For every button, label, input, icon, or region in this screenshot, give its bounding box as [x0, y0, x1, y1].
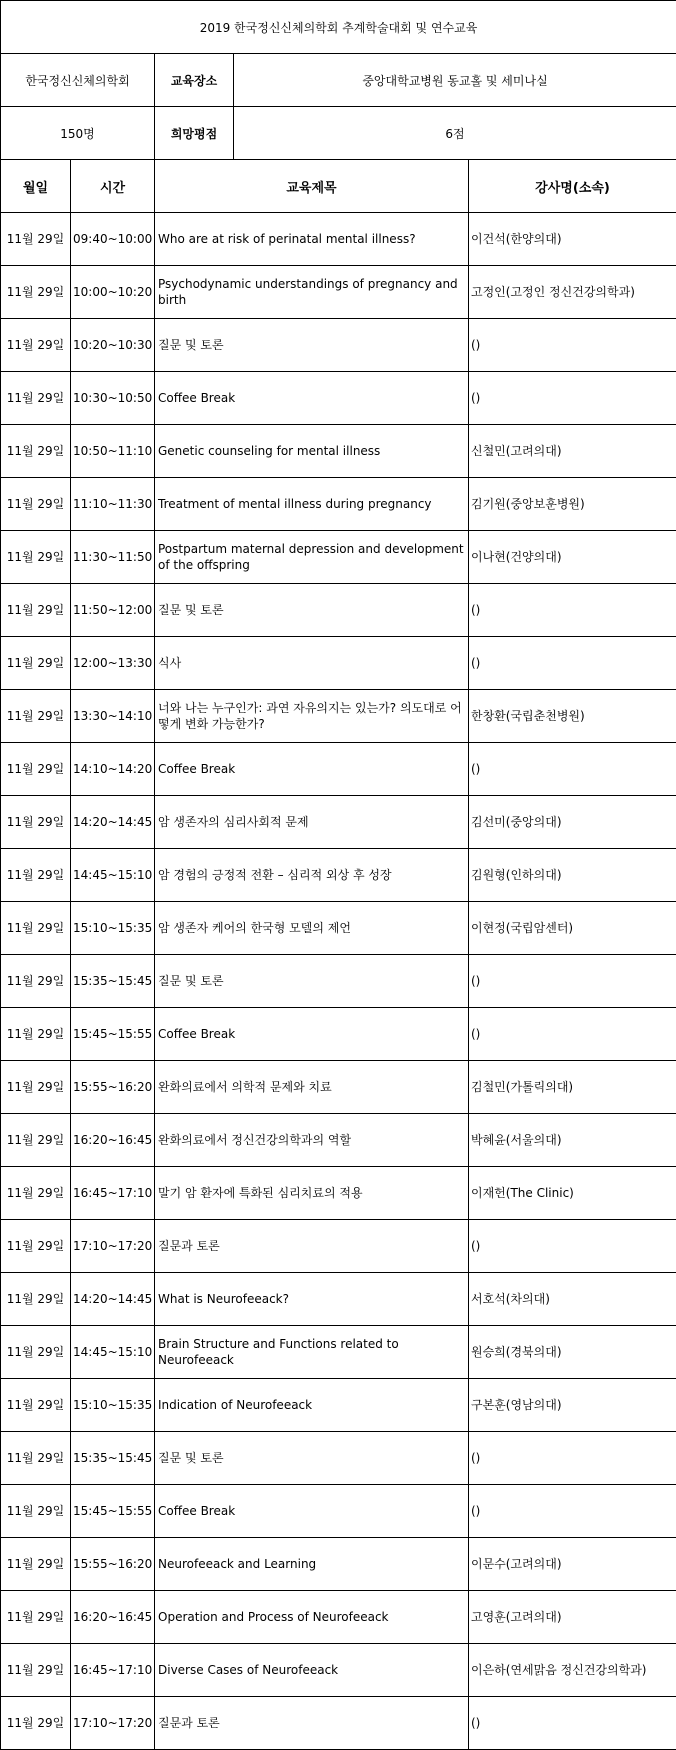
- row-date: 11월 29일: [1, 849, 71, 902]
- row-date: 11월 29일: [1, 1167, 71, 1220]
- table-row: [1, 1485, 676, 1538]
- row-date: 11월 29일: [1, 213, 71, 266]
- header-time: 시간: [71, 160, 155, 213]
- header-subject: 교육제목: [155, 160, 469, 213]
- row-date: 11월 29일: [1, 1379, 71, 1432]
- row-date: 11월 29일: [1, 955, 71, 1008]
- row-time: 15:10~15:35: [71, 902, 155, 955]
- row-date: 11월 29일: [1, 319, 71, 372]
- row-subject: 완화의료에서 정신건강의학과의 역할: [155, 1114, 469, 1167]
- row-subject: Brain Structure and Functions related to Neurofeeack: [155, 1326, 469, 1379]
- table-row: [1, 1379, 676, 1432]
- row-time: 13:30~14:10: [71, 690, 155, 743]
- row-time: 11:30~11:50: [71, 531, 155, 584]
- row-time: 14:20~14:45: [71, 796, 155, 849]
- row-date: 11월 29일: [1, 1432, 71, 1485]
- row-speaker: (): [469, 1432, 676, 1485]
- row-time: 15:55~16:20: [71, 1538, 155, 1591]
- credit-value: 6점: [445, 126, 465, 141]
- row-speaker: 이현정(국립암센터): [469, 902, 676, 955]
- row-date: 11월 29일: [1, 1008, 71, 1061]
- row-speaker: (): [469, 743, 676, 796]
- header-date: 월일: [1, 160, 71, 213]
- row-date: 11월 29일: [1, 425, 71, 478]
- row-time: 15:45~15:55: [71, 1485, 155, 1538]
- table-row: [1, 1273, 676, 1326]
- row-speaker: 김선미(중앙의대): [469, 796, 676, 849]
- row-time: 16:20~16:45: [71, 1591, 155, 1644]
- row-subject: Coffee Break: [155, 1008, 469, 1061]
- row-subject: Operation and Process of Neurofeeack: [155, 1591, 469, 1644]
- row-time: 15:45~15:55: [71, 1008, 155, 1061]
- row-speaker: 김원형(인하의대): [469, 849, 676, 902]
- row-subject: Genetic counseling for mental illness: [155, 425, 469, 478]
- row-speaker: 원승희(경북의대): [469, 1326, 676, 1379]
- row-subject: Coffee Break: [155, 1485, 469, 1538]
- row-speaker: (): [469, 1697, 676, 1750]
- table-row: [1, 584, 676, 637]
- table-row: [1, 1326, 676, 1379]
- row-date: 11월 29일: [1, 531, 71, 584]
- row-time: 16:45~17:10: [71, 1167, 155, 1220]
- row-time: 16:45~17:10: [71, 1644, 155, 1697]
- row-time: 12:00~13:30: [71, 637, 155, 690]
- row-date: 11월 29일: [1, 796, 71, 849]
- table-row: [1, 955, 676, 1008]
- row-time: 15:10~15:35: [71, 1379, 155, 1432]
- page-title: 2019 한국정신신체의학회 추계학술대회 및 연수교육: [1, 1, 676, 54]
- row-speaker: (): [469, 372, 676, 425]
- table-row: [1, 1697, 676, 1750]
- row-time: 11:10~11:30: [71, 478, 155, 531]
- row-speaker: 서호석(차의대): [469, 1273, 676, 1326]
- row-speaker: 이문수(고려의대): [469, 1538, 676, 1591]
- row-speaker: (): [469, 1008, 676, 1061]
- row-time: 15:35~15:45: [71, 1432, 155, 1485]
- row-subject: 질문과 토론: [155, 1220, 469, 1273]
- row-subject: 질문 및 토론: [155, 319, 469, 372]
- table-row: [1, 743, 676, 796]
- row-time: 15:55~16:20: [71, 1061, 155, 1114]
- row-subject: Postpartum maternal depression and development of the offspring: [155, 531, 469, 584]
- row-subject: Coffee Break: [155, 372, 469, 425]
- table-row: [1, 1114, 676, 1167]
- row-time: 09:40~10:00: [71, 213, 155, 266]
- row-subject: Who are at risk of perinatal mental illness?: [155, 213, 469, 266]
- row-speaker: (): [469, 319, 676, 372]
- row-speaker: 김기원(중앙보훈병원): [469, 478, 676, 531]
- row-subject: 암 경험의 긍정적 전환 – 심리적 외상 후 성장: [155, 849, 469, 902]
- table-row: [1, 1167, 676, 1220]
- table-row: [1, 1591, 676, 1644]
- table-row: [1, 266, 676, 319]
- row-date: 11월 29일: [1, 1538, 71, 1591]
- info-row-organizer: [1, 54, 676, 107]
- row-time: 11:50~12:00: [71, 584, 155, 637]
- row-date: 11월 29일: [1, 1326, 71, 1379]
- row-subject: 너와 나는 누구인가: 과연 자유의지는 있는가? 의도대로 어떻게 변화 가능한가?: [155, 690, 469, 743]
- table-row: [1, 1008, 676, 1061]
- row-subject: Diverse Cases of Neurofeeack: [155, 1644, 469, 1697]
- table-row: [1, 796, 676, 849]
- row-speaker: 이은하(연세맑음 정신건강의학과): [469, 1644, 676, 1697]
- row-time: 10:50~11:10: [71, 425, 155, 478]
- row-date: 11월 29일: [1, 690, 71, 743]
- row-date: 11월 29일: [1, 743, 71, 796]
- row-subject: Psychodynamic understandings of pregnancy and birth: [155, 266, 469, 319]
- row-subject: 식사: [155, 637, 469, 690]
- row-speaker: 구본훈(영남의대): [469, 1379, 676, 1432]
- table-row: [1, 1061, 676, 1114]
- row-date: 11월 29일: [1, 1061, 71, 1114]
- row-subject: Treatment of mental illness during pregnancy: [155, 478, 469, 531]
- row-speaker: (): [469, 1485, 676, 1538]
- venue-value: 중앙대학교병원 동교홀 및 세미나실: [362, 73, 548, 88]
- row-speaker: 이건석(한양의대): [469, 213, 676, 266]
- table-row: [1, 637, 676, 690]
- row-speaker: 한창환(국립춘천병원): [469, 690, 676, 743]
- row-speaker: 박혜윤(서울의대): [469, 1114, 676, 1167]
- row-speaker: (): [469, 637, 676, 690]
- row-time: 10:30~10:50: [71, 372, 155, 425]
- venue-label: 교육장소: [155, 54, 234, 106]
- row-time: 14:45~15:10: [71, 849, 155, 902]
- row-time: 10:00~10:20: [71, 266, 155, 319]
- title-row: [1, 1, 676, 54]
- row-subject: 말기 암 환자에 특화된 심리치료의 적용: [155, 1167, 469, 1220]
- row-subject: 암 생존자 케어의 한국형 모델의 제언: [155, 902, 469, 955]
- row-time: 15:35~15:45: [71, 955, 155, 1008]
- row-time: 10:20~10:30: [71, 319, 155, 372]
- table-row: [1, 478, 676, 531]
- header-row: [1, 160, 676, 213]
- row-speaker: (): [469, 584, 676, 637]
- row-speaker: 김철민(가톨릭의대): [469, 1061, 676, 1114]
- table-row: [1, 372, 676, 425]
- row-subject: Indication of Neurofeeack: [155, 1379, 469, 1432]
- header-speaker: 강사명(소속): [469, 160, 676, 213]
- row-subject: 질문 및 토론: [155, 584, 469, 637]
- row-date: 11월 29일: [1, 1485, 71, 1538]
- row-date: 11월 29일: [1, 478, 71, 531]
- table-row: [1, 425, 676, 478]
- row-date: 11월 29일: [1, 1114, 71, 1167]
- row-subject: 질문 및 토론: [155, 955, 469, 1008]
- row-date: 11월 29일: [1, 584, 71, 637]
- organizer: 한국정신신체의학회: [1, 54, 155, 107]
- table-row: [1, 1644, 676, 1697]
- credit-label: 희망평점: [155, 107, 234, 159]
- row-time: 16:20~16:45: [71, 1114, 155, 1167]
- table-row: [1, 213, 676, 266]
- row-speaker: 신철민(고려의대): [469, 425, 676, 478]
- table-row: [1, 1432, 676, 1485]
- row-date: 11월 29일: [1, 1697, 71, 1750]
- row-time: 17:10~17:20: [71, 1697, 155, 1750]
- row-date: 11월 29일: [1, 637, 71, 690]
- table-row: [1, 1538, 676, 1591]
- row-subject: 질문 및 토론: [155, 1432, 469, 1485]
- row-date: 11월 29일: [1, 902, 71, 955]
- row-date: 11월 29일: [1, 1644, 71, 1697]
- row-time: 14:45~15:10: [71, 1326, 155, 1379]
- row-subject: Coffee Break: [155, 743, 469, 796]
- table-row: [1, 1220, 676, 1273]
- row-speaker: 이재헌(The Clinic): [469, 1167, 676, 1220]
- table-row: [1, 849, 676, 902]
- row-time: 14:20~14:45: [71, 1273, 155, 1326]
- row-time: 17:10~17:20: [71, 1220, 155, 1273]
- row-date: 11월 29일: [1, 266, 71, 319]
- row-subject: 완화의료에서 의학적 문제와 치료: [155, 1061, 469, 1114]
- row-speaker: (): [469, 955, 676, 1008]
- row-time: 14:10~14:20: [71, 743, 155, 796]
- row-speaker: 고정인(고정인 정신건강의학과): [469, 266, 676, 319]
- table-row: [1, 531, 676, 584]
- capacity: 150명: [1, 107, 155, 160]
- row-speaker: (): [469, 1220, 676, 1273]
- row-date: 11월 29일: [1, 1591, 71, 1644]
- row-speaker: 이나현(건양의대): [469, 531, 676, 584]
- row-subject: 암 생존자의 심리사회적 문제: [155, 796, 469, 849]
- row-speaker: 고영훈(고려의대): [469, 1591, 676, 1644]
- table-row: [1, 902, 676, 955]
- table-row: [1, 690, 676, 743]
- row-date: 11월 29일: [1, 372, 71, 425]
- row-subject: Neurofeeack and Learning: [155, 1538, 469, 1591]
- row-date: 11월 29일: [1, 1220, 71, 1273]
- info-row-capacity: [1, 107, 676, 160]
- row-date: 11월 29일: [1, 1273, 71, 1326]
- row-subject: 질문과 토론: [155, 1697, 469, 1750]
- row-subject: What is Neurofeeack?: [155, 1273, 469, 1326]
- table-row: [1, 319, 676, 372]
